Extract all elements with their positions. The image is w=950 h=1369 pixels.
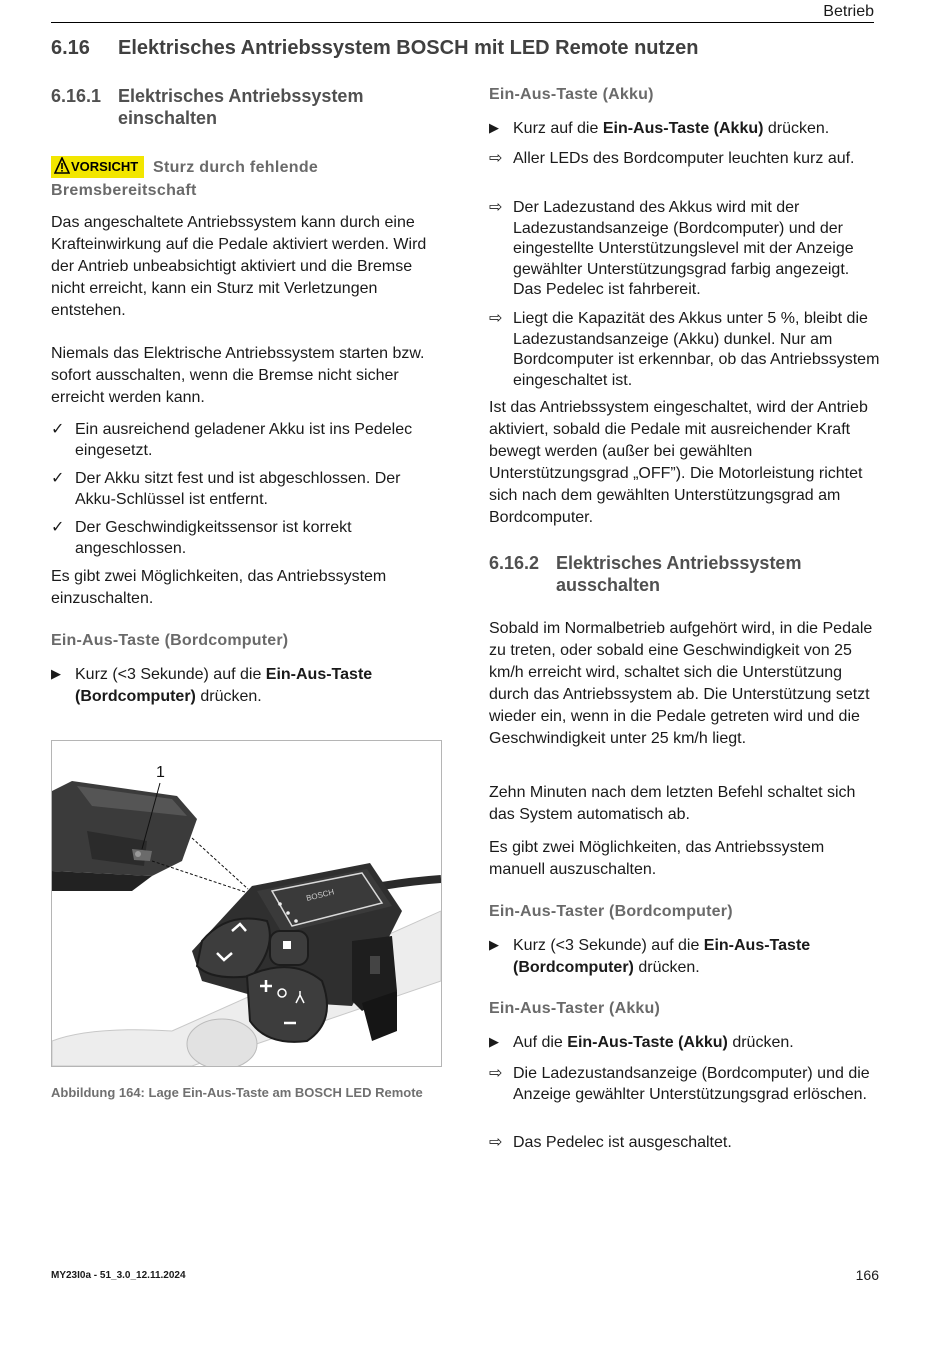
page-number: 166 <box>855 1267 879 1283</box>
subsection-title: Elektrisches Antriebssystem ausschalten <box>556 553 802 595</box>
subsection-number: 6.16.2 <box>489 553 540 573</box>
remote-brand-label: BOSCH <box>305 887 336 903</box>
subsection-title: Elektrisches Antriebssystem einschalten <box>118 86 364 128</box>
warning-label: VORSICHT <box>71 159 139 174</box>
warning-text: Das angeschaltete Antriebssystem kann durch eine Krafteinwirkung auf die Pedale aktiviert werden. Wird der Antrieb unbeabsichtigt aktiviert und die Bremse nicht erreicht, kann ein Sturz mit Verletzungen entstehen. <box>51 214 427 319</box>
subsection-number: 6.16.1 <box>51 86 102 106</box>
warning-triangle-icon <box>54 157 70 175</box>
subheading-bordcomputer-off: Ein-Aus-Taster (Bordcomputer) <box>489 903 733 920</box>
led-remote-illustration <box>52 741 441 1066</box>
result-arrow-icon: ⇨ <box>489 199 503 216</box>
paragraph-manual-off: Es gibt zwei Möglichkeiten, das Antriebssystem manuell auszuschalten. <box>489 839 825 878</box>
paragraph-activation: Ist das Antriebssystem eingeschaltet, wird der Antrieb aktiviert, sobald die Pedale mit ausreichender Kraft bewegt werden (außer bei gewählten Unterstützungsgrad „OFF”). Die Motorleistung richtet sich nach dem gewählten Unterstützungsgrad am Bordcomputer. <box>489 399 868 526</box>
led-remote-figure <box>51 740 442 1067</box>
checkmark-icon: ✓ <box>51 421 65 438</box>
action-arrow-icon: ▶ <box>489 1034 499 1049</box>
warning-instruction: Niemals das Elektrische Antriebssystem starten bzw. sofort ausschalten, wenn die Bremse nicht sicher erreicht werden kann. <box>51 345 425 406</box>
result-arrow-icon: ⇨ <box>489 1134 503 1151</box>
section-heading <box>51 37 699 60</box>
paragraph-normal-operation: Sobald im Normalbetrieb aufgehört wird, in die Pedale zu treten, oder sobald eine Geschwindigkeit von 25 km/h erreicht wird, schaltet sich die Unterstützung durch das Antriebssystem ab. Die Unterstützung setzt wieder ein, wenn in die Pedale getreten wird und die Geschwindigkeit unter 25 km/h liegt. <box>489 620 873 747</box>
section-title: Elektrisches Antriebssystem BOSCH mit LED Remote nutzen <box>118 37 699 59</box>
intro-text: Es gibt zwei Möglichkeiten, das Antriebssystem einzuschalten. <box>51 568 387 607</box>
document-id: MY23I0a - 51_3.0_12.11.2024 <box>51 1270 186 1281</box>
running-header: Betrieb <box>823 3 874 20</box>
section-number: 6.16 <box>51 37 90 59</box>
paragraph-auto-off: Zehn Minuten nach dem letzten Befehl schaltet sich das System automatisch ab. <box>489 784 856 823</box>
checkmark-icon: ✓ <box>51 519 65 536</box>
subsection-heading-on <box>51 85 443 129</box>
result-arrow-icon: ⇨ <box>489 1065 503 1082</box>
subheading-akku: Ein-Aus-Taste (Akku) <box>489 86 654 103</box>
result-arrow-icon: ⇨ <box>489 150 503 167</box>
subheading-akku-off: Ein-Aus-Taster (Akku) <box>489 1000 661 1017</box>
result-arrow-icon: ⇨ <box>489 310 503 327</box>
action-arrow-icon: ▶ <box>489 937 499 952</box>
header-rule <box>51 22 874 23</box>
subsection-heading-off <box>489 552 881 596</box>
checkmark-icon: ✓ <box>51 470 65 487</box>
callout-number: 1 <box>156 764 165 781</box>
warning-title: Sturz durch fehlende Bremsbereitschaft <box>51 159 319 199</box>
figure-caption: Abbildung 164: Lage Ein-Aus-Taste am BOSCH LED Remote <box>51 1085 423 1100</box>
action-arrow-icon: ▶ <box>489 120 499 135</box>
action-arrow-icon: ▶ <box>51 666 61 681</box>
subheading-bordcomputer: Ein-Aus-Taste (Bordcomputer) <box>51 632 289 649</box>
warning-badge <box>51 156 144 178</box>
